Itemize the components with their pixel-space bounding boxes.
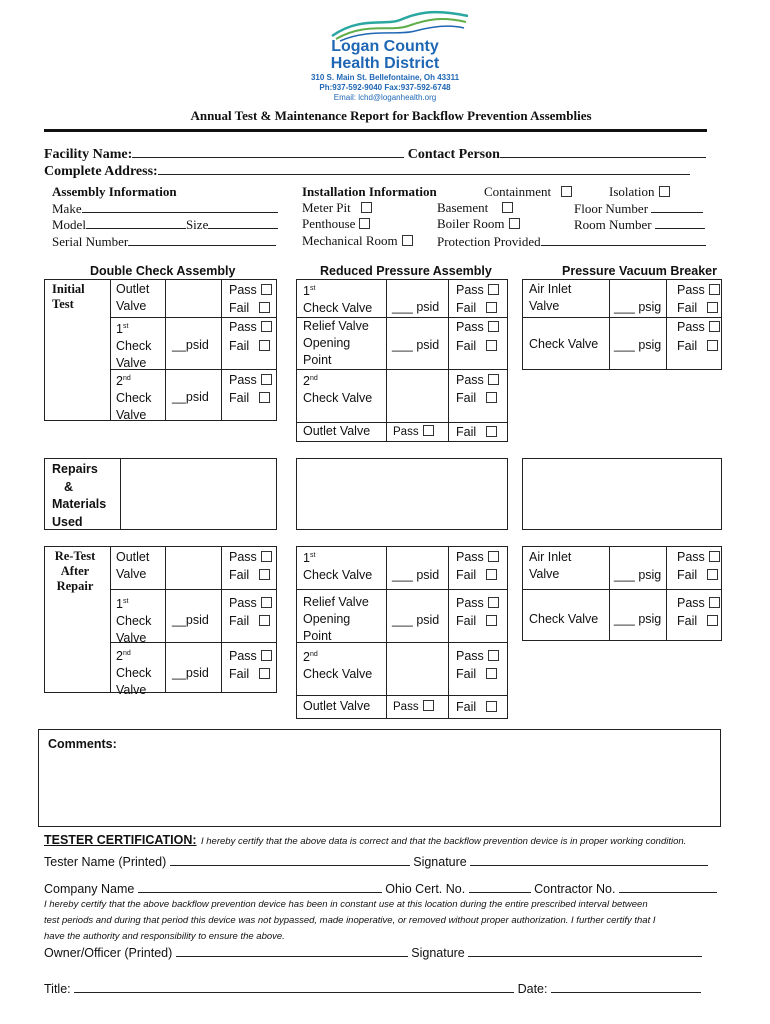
serial-label: Serial Number xyxy=(52,234,129,249)
make-label: Make xyxy=(52,201,82,216)
title-divider xyxy=(44,129,707,132)
make-field[interactable] xyxy=(82,200,278,213)
isolation-option[interactable] xyxy=(609,184,670,200)
protection-provided-field[interactable] xyxy=(541,233,706,246)
facility-name-field[interactable] xyxy=(132,145,404,158)
basement-label: Basement xyxy=(437,200,489,215)
dc-check1-label: 1st Check Valve xyxy=(116,322,152,371)
meter-pit-label: Meter Pit xyxy=(302,200,351,215)
rt-rp-outlet-label: Outlet Valve xyxy=(303,699,371,713)
rp-check2-fail[interactable]: Fail xyxy=(456,390,497,407)
dc-outlet-pass[interactable]: Pass xyxy=(229,282,272,299)
rt-rp-check1-psid: ___ psid xyxy=(392,568,440,582)
protection-provided-row xyxy=(437,233,706,250)
tester-signature-field[interactable] xyxy=(470,853,708,866)
owner-signature-label: Signature xyxy=(411,946,465,960)
rt-dc-check1-psid: __psid xyxy=(172,613,209,627)
pvb-air-fail[interactable]: Fail xyxy=(677,300,718,317)
rp-check2-value-cell[interactable] xyxy=(386,369,449,423)
owner-row xyxy=(44,944,702,960)
model-field[interactable] xyxy=(86,216,186,229)
dc-check2-psid: __psid xyxy=(172,390,209,404)
double-check-header: Double Check Assembly xyxy=(90,264,236,278)
rt-dc-check2-pass[interactable]: Pass xyxy=(229,648,272,665)
size-field[interactable] xyxy=(208,216,278,229)
rt-pvb-check-psig: ___ psig xyxy=(614,612,662,626)
pvb-air-pass[interactable]: Pass xyxy=(677,282,720,299)
dc-outlet-fail[interactable]: Fail xyxy=(229,300,270,317)
rt-dc-check1-fail[interactable]: Fail xyxy=(229,613,270,630)
tester-row xyxy=(44,853,708,869)
contractor-no-field[interactable] xyxy=(619,880,717,893)
initial-test-label: Initial Test xyxy=(52,282,85,311)
pvb-air-psig: ___ psig xyxy=(614,300,662,314)
mechanical-room-label: Mechanical Room xyxy=(302,233,398,248)
pvb-air-label: Air Inlet Valve xyxy=(529,282,572,313)
floor-number-row xyxy=(574,200,703,217)
penthouse-checkbox[interactable] xyxy=(359,218,370,229)
certification-statement: I hereby certify that the above data is correct and that the backflow prevention device is in proper working condition. xyxy=(201,836,687,847)
title-date-row xyxy=(44,980,701,996)
installation-info-heading: Installation Information xyxy=(302,184,437,199)
page-title: Annual Test & Maintenance Report for Backflow Prevention Assemblies xyxy=(190,108,592,123)
logo-address: 310 S. Main St. Bellefontaine, Oh 43311 xyxy=(310,73,460,82)
dc-outlet-label: Outlet Valve xyxy=(116,282,150,313)
pvb-check-psig: ___ psig xyxy=(614,338,662,352)
date-label: Date: xyxy=(517,982,548,996)
rp-outlet-label: Outlet Valve xyxy=(303,424,371,438)
rt-rp-relief-fail[interactable]: Fail xyxy=(456,613,497,630)
boiler-room-option[interactable] xyxy=(437,216,520,232)
rt-rp-check1-pass[interactable]: Pass xyxy=(456,549,499,566)
dc-check1-psid: __psid xyxy=(172,338,209,352)
rt-dc-check1-label: 1st Check Valve xyxy=(116,597,152,646)
rt-rp-check2-label: 2nd Check Valve xyxy=(303,650,373,682)
rt-rp-outlet-fail[interactable]: Fail xyxy=(456,699,497,716)
rp-relief-psid: ___ psid xyxy=(392,338,440,352)
complete-address-label: Complete Address: xyxy=(44,164,158,179)
title-label: Title: xyxy=(44,982,71,996)
dc-check1-pass[interactable]: Pass xyxy=(229,319,272,336)
meter-pit-checkbox[interactable] xyxy=(361,202,372,213)
complete-address-field[interactable] xyxy=(158,162,690,175)
rt-dc-check2-label: 2nd Check Valve xyxy=(116,649,152,698)
penthouse-option[interactable] xyxy=(302,216,370,232)
rt-rp-check1-fail[interactable]: Fail xyxy=(456,567,497,584)
contact-person-field[interactable] xyxy=(500,145,706,158)
logo-phone: Ph:937-592-9040 Fax:937-592-6748 xyxy=(319,83,451,92)
rp-outlet-fail[interactable]: Fail xyxy=(456,424,497,441)
isolation-checkbox[interactable] xyxy=(659,186,670,197)
rt-rp-check2-value-cell[interactable] xyxy=(386,642,449,696)
rt-pvb-check-label: Check Valve xyxy=(529,612,599,626)
mechanical-room-option[interactable] xyxy=(302,233,413,249)
retest-label: Re-Test After Repair xyxy=(54,549,96,593)
rp-check1-fail[interactable]: Fail xyxy=(456,300,497,317)
rt-dc-outlet-fail[interactable]: Fail xyxy=(229,567,270,584)
repairs-pvb-field[interactable] xyxy=(522,458,722,530)
rp-check2-pass[interactable]: Pass xyxy=(456,372,499,389)
rt-dc-outlet-value-cell[interactable] xyxy=(165,546,222,590)
rt-rp-check2-pass[interactable]: Pass xyxy=(456,648,499,665)
rt-dc-check1-pass[interactable]: Pass xyxy=(229,595,272,612)
rt-pvb-air-label: Air Inlet Valve xyxy=(529,550,572,581)
rt-dc-check2-fail[interactable]: Fail xyxy=(229,666,270,683)
rp-check1-label: 1st Check Valve xyxy=(303,284,373,316)
model-row xyxy=(52,216,278,233)
owner-officer-field[interactable] xyxy=(176,944,408,957)
tester-name-label: Tester Name (Printed) xyxy=(44,855,167,869)
pvb-check-label: Check Valve xyxy=(529,337,599,351)
rp-relief-pass[interactable]: Pass xyxy=(456,319,499,336)
pvb-check-fail[interactable]: Fail xyxy=(677,338,718,355)
rt-pvb-check-pass[interactable]: Pass xyxy=(677,595,720,612)
rt-rp-check1-label: 1st Check Valve xyxy=(303,551,373,583)
containment-label: Containment xyxy=(484,184,552,199)
repairs-label: Repairs & Materials Used xyxy=(52,462,107,529)
certification-heading: TESTER CERTIFICATION: xyxy=(44,833,197,847)
make-row xyxy=(52,200,278,217)
company-row xyxy=(44,880,717,896)
rt-rp-relief-pass[interactable]: Pass xyxy=(456,595,499,612)
serial-row xyxy=(52,233,276,250)
rt-pvb-air-psig: ___ psig xyxy=(614,568,662,582)
containment-checkbox[interactable] xyxy=(561,186,572,197)
assembly-info-heading: Assembly Information xyxy=(52,184,177,199)
address-row xyxy=(44,162,690,180)
company-name-field[interactable] xyxy=(138,880,382,893)
logo-swoosh-icon xyxy=(330,6,470,42)
rp-check2-label: 2nd Check Valve xyxy=(303,374,373,406)
serial-field[interactable] xyxy=(128,233,276,246)
floor-number-field[interactable] xyxy=(651,200,703,213)
rp-check1-pass[interactable]: Pass xyxy=(456,282,499,299)
tester-name-field[interactable] xyxy=(170,853,410,866)
company-name-label: Company Name xyxy=(44,882,135,896)
rt-dc-check2-psid: __psid xyxy=(172,666,209,680)
facility-name-row xyxy=(44,145,706,163)
rp-relief-fail[interactable]: Fail xyxy=(456,338,497,355)
room-number-field[interactable] xyxy=(655,216,705,229)
title-field[interactable] xyxy=(74,980,514,993)
contractor-no-label: Contractor No. xyxy=(534,882,616,896)
owner-signature-field[interactable] xyxy=(468,944,702,957)
pvb-check-pass[interactable]: Pass xyxy=(677,319,720,336)
rp-outlet-pass[interactable]: Pass xyxy=(393,424,434,441)
size-label: Size xyxy=(185,217,209,232)
floor-number-label: Floor Number xyxy=(574,201,649,216)
rt-dc-outlet-label: Outlet Valve xyxy=(116,550,150,581)
logo-name-line1: Logan County xyxy=(331,38,439,55)
room-number-row xyxy=(574,216,705,233)
owner-officer-label: Owner/Officer (Printed) xyxy=(44,946,173,960)
facility-name-label: Facility Name: xyxy=(44,147,133,162)
room-number-label: Room Number xyxy=(574,217,652,232)
rp-relief-label: Relief Valve Opening Point xyxy=(303,319,369,367)
dc-check2-fail[interactable]: Fail xyxy=(229,390,270,407)
logo-name-line2: Health District xyxy=(330,55,440,72)
dc-check2-pass[interactable]: Pass xyxy=(229,372,272,389)
rt-pvb-air-pass[interactable]: Pass xyxy=(677,549,720,566)
dc-check1-fail[interactable]: Fail xyxy=(229,338,270,355)
logo-email: Email: lchd@loganhealth.org xyxy=(333,93,437,102)
certification-row xyxy=(44,831,686,849)
rt-rp-relief-label: Relief Valve Opening Point xyxy=(303,595,369,643)
boiler-room-checkbox[interactable] xyxy=(509,218,520,229)
rt-rp-relief-psid: ___ psid xyxy=(392,613,440,627)
date-field[interactable] xyxy=(551,980,701,993)
isolation-label: Isolation xyxy=(609,184,655,199)
comments-box[interactable] xyxy=(38,729,721,827)
reduced-pressure-header: Reduced Pressure Assembly xyxy=(320,264,492,278)
ohio-cert-field[interactable] xyxy=(469,880,531,893)
rt-rp-check2-fail[interactable]: Fail xyxy=(456,666,497,683)
owner-statement: I hereby certify that the above backflow prevention device has been in constant use at this location during the entire prescribed interval between test periods and during that period this device was not bypassed, made inoperative, or removed without proper authorization. I further certify that I have the authority and responsibility to ensure the above. xyxy=(44,899,656,942)
tester-signature-label: Signature xyxy=(413,855,467,869)
ohio-cert-label: Ohio Cert. No. xyxy=(385,882,466,896)
model-label: Model xyxy=(52,217,86,232)
dc-check2-label: 2nd Check Valve xyxy=(116,374,152,423)
mechanical-room-checkbox[interactable] xyxy=(402,235,413,246)
contact-person-label: Contact Person xyxy=(407,147,500,162)
repairs-dc-field[interactable] xyxy=(120,458,277,530)
containment-option[interactable] xyxy=(484,184,572,200)
dc-outlet-value-cell[interactable] xyxy=(165,279,222,318)
protection-provided-label: Protection Provided xyxy=(437,234,541,249)
comments-label: Comments: xyxy=(48,737,117,751)
meter-pit-option[interactable] xyxy=(302,200,372,216)
rt-pvb-check-fail[interactable]: Fail xyxy=(677,613,718,630)
rt-pvb-air-fail[interactable]: Fail xyxy=(677,567,718,584)
rt-dc-outlet-pass[interactable]: Pass xyxy=(229,549,272,566)
basement-option[interactable] xyxy=(437,200,513,216)
penthouse-label: Penthouse xyxy=(302,216,356,231)
rp-check1-psid: ___ psid xyxy=(392,300,440,314)
pvb-header: Pressure Vacuum Breaker xyxy=(562,264,717,278)
repairs-rp-field[interactable] xyxy=(296,458,508,530)
boiler-room-label: Boiler Room xyxy=(437,216,505,231)
basement-checkbox[interactable] xyxy=(502,202,513,213)
rt-rp-outlet-pass[interactable]: Pass xyxy=(393,699,434,716)
